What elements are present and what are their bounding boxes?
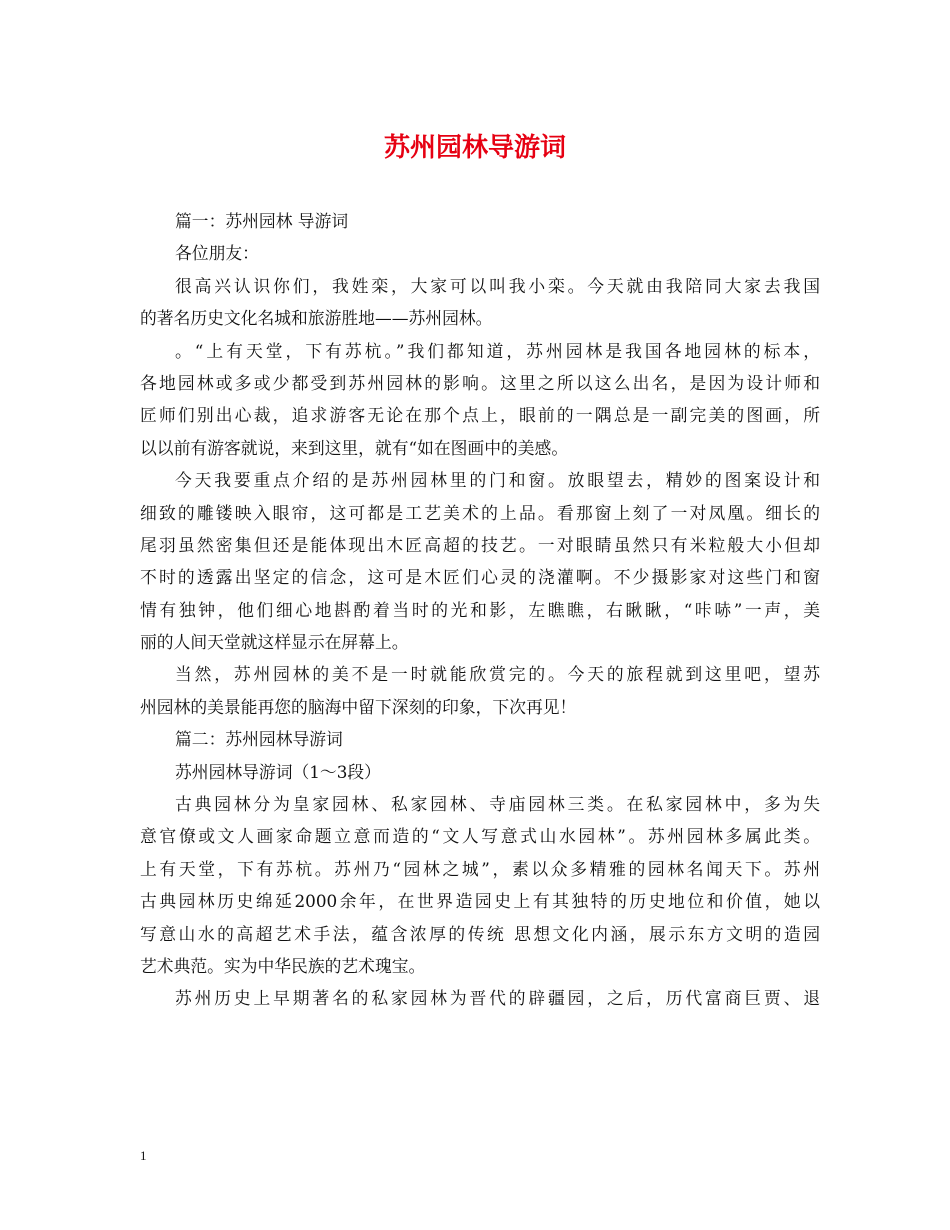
text-line: 苏州园林导游词（1～3段） [175,761,381,782]
text-line: 很高兴认识你们，我姓栾，大家可以叫我小栾。今天就由我陪同大家去我国 [175,275,820,296]
text-line: 细致的雕镂映入眼帘，这可都是工艺美术的上品。看那窗上刻了一对凤凰。细长的 [140,502,820,523]
text-line: 各位朋友： [175,243,259,264]
text-line: 篇一：苏州园林 导游词 [175,211,349,231]
text-line: 篇二：苏州园林导游词 [175,729,343,750]
document-body [140,205,820,1015]
text-line: 匠师们别出心裁，追求游客无论在那个点上，眼前的一隅总是一副完美的图画，所 [140,405,820,426]
text-line: 艺术典范。实为中华民族的艺术瑰宝。 [140,955,426,976]
text-line: 的著名历史文化名城和旅游胜地——苏州园林。 [140,308,493,329]
text-line: 古典园林分为皇家园林、私家园林、寺庙园林三类。在私家园林中，多为失 [175,794,820,815]
text-line: 以以前有游客就说，来到这里，就有“如在图画中的美感。 [140,437,569,458]
text-line: 各地园林或多或少都受到苏州园林的影响。这里之所以这么出名，是因为设计师和 [140,372,820,393]
page-number: 1 [140,1148,147,1163]
text-line: 苏州历史上早期著名的私家园林为晋代的辟疆园，之后，历代富商巨贾、退 [175,988,820,1009]
text-line: 当然，苏州园林的美不是一时就能欣赏完的。今天的旅程就到这里吧，望苏 [175,664,820,685]
text-line: 丽的人间天堂就这样显示在屏幕上。 [140,632,409,653]
text-line: 。“上有天堂，下有苏杭。”我们都知道，苏州园林是我国各地园林的标本， [175,340,820,361]
text-line: 不时的透露出坚定的信念，这可是木匠们心灵的浇灌啊。不少摄影家对这些门和窗 [140,567,820,588]
text-line: 意官僚或文人画家命题立意而造的“文人写意式山水园林”。苏州园林多属此类。 [140,826,820,847]
text-line: 写意山水的高超艺术手法，蕴含浓厚的传统 思想文化内涵，展示东方文明的造园 [140,923,820,944]
text-line: 情有独钟，他们细心地斟酌着当时的光和影，左瞧瞧，右瞅瞅，“咔哧”一声，美 [140,599,820,620]
text-line: 上有天堂，下有苏杭。苏州乃“园林之城”，素以众多精雅的园林名闻天下。苏州 [140,858,820,879]
text-line: 尾羽虽然密集但还是能体现出木匠高超的技艺。一对眼睛虽然只有米粒般大小但却 [140,534,820,555]
text-line: 古典园林历史绵延2000余年，在世界造园史上有其独特的历史地位和价值，她以 [140,891,820,912]
document-title: 苏州园林导游词 [383,133,566,163]
text-line: 州园林的美景能再您的脑海中留下深刻的印象，下次再见！ [140,696,577,717]
text-line: 今天我要重点介绍的是苏州园林里的门和窗。放眼望去，精妙的图案设计和 [175,470,820,491]
